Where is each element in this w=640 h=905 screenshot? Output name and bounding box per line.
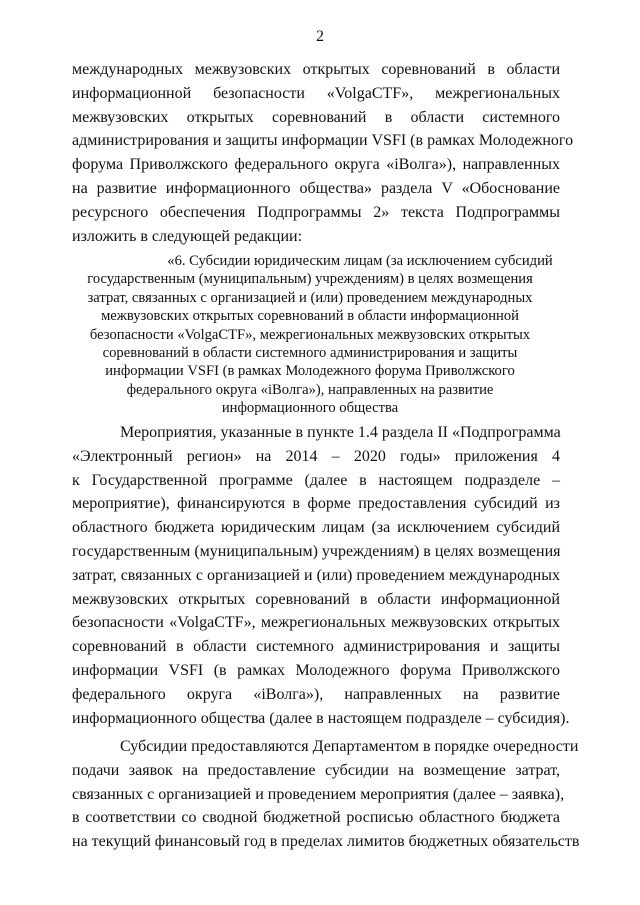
text-line: затрат, связанных с организацией и (или) проведением международных <box>87 289 533 306</box>
text-line: международных межвузовских открытых соревнований в области <box>72 61 560 78</box>
text-line: информации VSFI (в рамках Молодежного форума Приволжского <box>72 661 560 679</box>
text-line: администрирования и защиты информации VSFI (в рамках Молодежного <box>72 132 574 150</box>
paragraph-heading-centered <box>60 252 560 418</box>
text-line: мероприятие), финансируются в форме предоставления субсидий из <box>72 495 560 513</box>
text-line: информационной безопасности «VolgaCTF», межрегиональных <box>72 84 560 102</box>
text-line: информации VSFI (в рамках Молодежного форума Приволжского <box>105 363 515 380</box>
text-line: «Электронный регион» на 2014 – 2020 годы» приложения 4 <box>72 447 560 465</box>
text-line: связанных с организацией и проведением мероприятия (далее – заявка), <box>72 785 565 803</box>
text-line: Мероприятия, указанные в пункте 1.4 раздела II «Подпрограмма <box>120 424 561 441</box>
text-line: к Государственной программе (далее в настоящем подразделе – <box>72 471 560 489</box>
page-number: 2 <box>316 28 324 45</box>
text-line: государственным (муниципальным) учреждениям) в целях возмещения <box>87 271 533 288</box>
paragraph-intro <box>72 58 574 248</box>
text-line: ресурсного обеспечения Подпрограммы 2» текста Подпрограммы <box>72 203 560 221</box>
text-line: подачи заявок на предоставление субсидии на возмещение затрат, <box>72 761 560 779</box>
text-line: на развитие информационного общества» раздела V «Обоснование <box>72 179 560 197</box>
text-line: затрат, связанных с организацией и (или) проведением международных <box>72 566 560 584</box>
text-line: информационного общества (далее в настоящем подразделе – субсидия). <box>72 709 570 727</box>
text-line: федерального округа «iВолга»), направленных на развитие <box>72 685 560 703</box>
text-line: федерального округа «iВолга»), направленных на развитие <box>126 381 494 398</box>
text-line: информационного общества <box>221 400 399 417</box>
paragraph-subsidies <box>72 735 580 854</box>
text-line: областного бюджета юридическим лицам (за исключением субсидий <box>72 519 560 537</box>
text-line: государственным (муниципальным) учреждениям) в целях возмещения <box>72 542 561 560</box>
text-line: безопасности «VolgaCTF», межрегиональных межвузовских открытых <box>72 614 560 632</box>
text-line: «6. Субсидии юридическим лицам (за исключением субсидий <box>167 253 553 269</box>
text-line: изложить в следующей редакции: <box>72 227 303 245</box>
text-line: соревнований в области системного администрирования и защиты <box>72 638 560 656</box>
paragraph-events <box>72 421 570 730</box>
text-line: межвузовских открытых соревнований в области информационной <box>72 590 560 608</box>
text-line: на текущий финансовый год в пределах лимитов бюджетных обязательств <box>72 833 580 851</box>
text-line: межвузовских открытых соревнований в области информационной <box>101 308 519 325</box>
text-line: безопасности «VolgaCTF», межрегиональных межвузовских открытых <box>89 326 531 343</box>
text-line: в соответствии со сводной бюджетной росписью областного бюджета <box>72 809 560 827</box>
text-line: соревнований в области системного администрирования и защиты <box>102 344 518 361</box>
text-line: Субсидии предоставляются Департаментом в порядке очередности <box>120 738 579 755</box>
text-line: форума Приволжского федерального округа «iВолга»), направленных <box>72 156 560 174</box>
text-line: межвузовских открытых соревнований в области системного <box>72 108 560 126</box>
